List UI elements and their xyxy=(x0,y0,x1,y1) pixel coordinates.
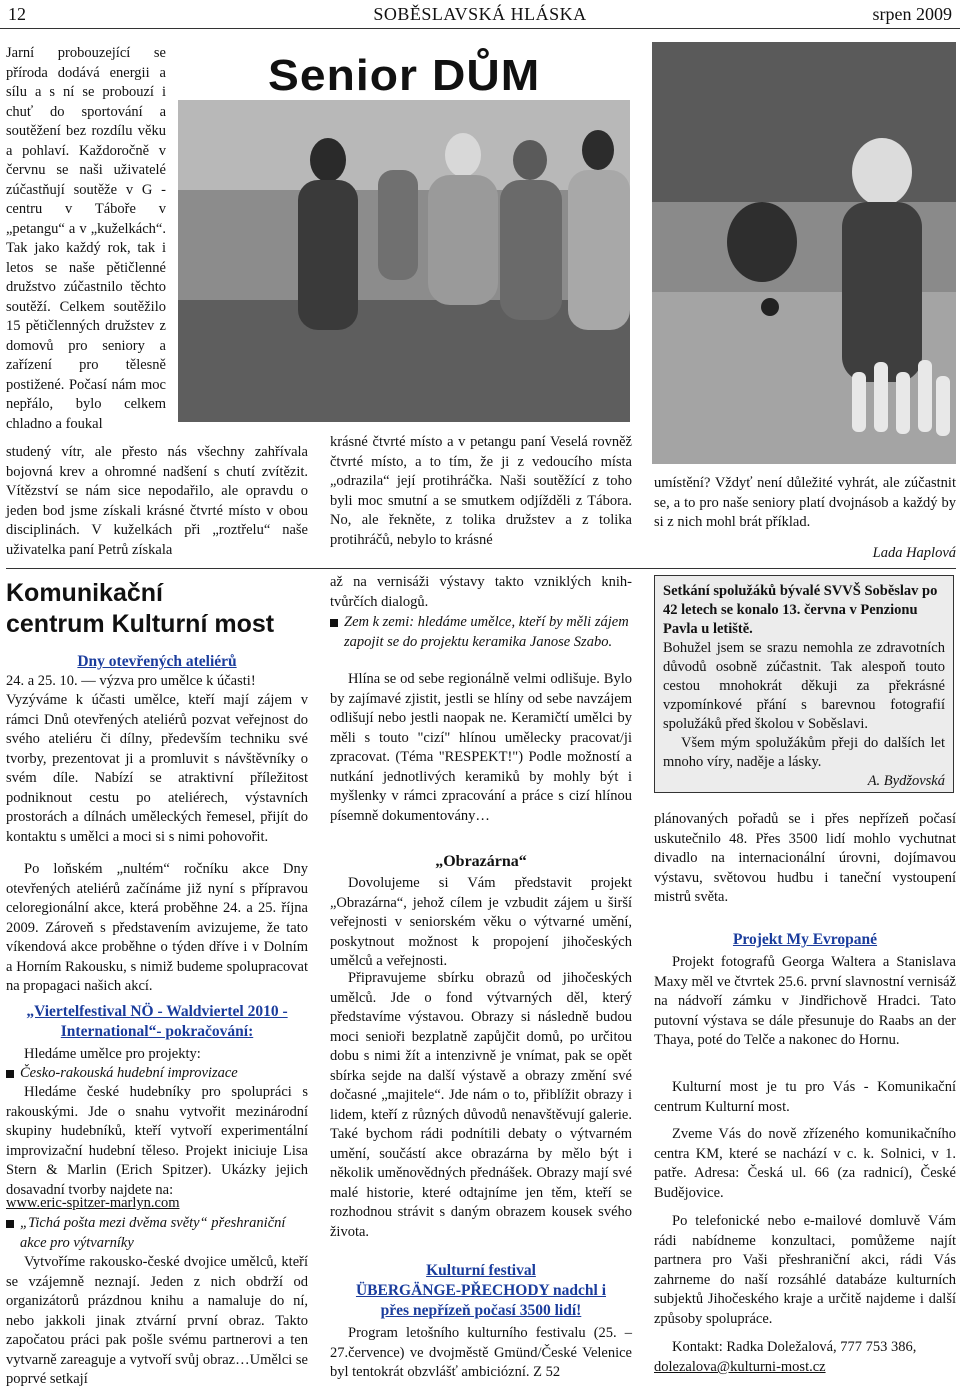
senior-article-text-2: studený vítr, ale přesto nás všechny zahřívala bojovná krev a ohromné nadšení s chutí zvítězit. Vítězství se nám sice nepodařilo, ale opravdu o jeden bod jsme získali krásné čtvrté místo v obou disciplinách. V kuželkách při „roztřelu“ naše uživatelka paní Petrů získala xyxy=(6,444,308,558)
bullet-silent-post xyxy=(6,1214,308,1253)
bullet-square-icon xyxy=(6,1220,14,1228)
bullet-earth-to-earth xyxy=(330,613,632,652)
clay-paragraph: Hlína se od sebe regionálně velmi odlišuje. Bylo by zajímavé zjistit, jestli se hlíny od sebe navzájem odlišují nebo jestli naopak ne. Keramičtí umělci by měli s touto "cizí" hlínou umělecky pracovat/ji zpracovat. (Téma "RESPEKT!") Podle možností a nutkání jednotlivých keramiků by mohly být i myšlenky v rámci zpracování a práce s cizí hlínou písemně dokumentovány… xyxy=(330,671,632,824)
consultation-paragraph: Po telefonické nebo e-mailové domluvě Vám rádi nabídneme konzultaci, pomůžeme najít partnera pro Vaši přeshraniční akci, rádi Vás zahrneme do naší rozsáhlé databáze kulturních subjektů Jihočeského kraje a určitě najdeme i další způsoby spolupráce. xyxy=(654,1213,956,1327)
bowling-pins-photo xyxy=(652,42,956,464)
classmates-reunion-box xyxy=(654,575,954,793)
bullet-music-improv xyxy=(6,1064,308,1084)
viertelfestival-lead: Hledáme umělce pro projekty: xyxy=(24,1046,201,1062)
kulturni-festival-line1: Kulturní festival xyxy=(426,1262,536,1279)
page-header xyxy=(8,2,952,28)
obrazarna-paragraph-2: Připravujeme sbírku obrazů od jihočeských umělců. Jde o fond výtvarných děl, který představíme výstavou. Obrazy si následně budou moci senioři bezplatně zapůjčit domů, po určitou dobu s nimi žít a intenzivně je vnímat, pak se opět sbírka sejde na další výstavě a obrazy změní své dočasné „majitele“. Jde nám o to, přiblížit obrazy i lidem, kteří z různých důvodů nenavštěvují galerie. Také bychom rádi podnítili debaty o výtvarném umění, součástí akce obrazárna by mělo být i několik uměnovědných přednášek. Obrazy mají své malé historie, které odtajníme jen těm, kteří se rozhodnou strávit s daným obrazem kousek svého života. xyxy=(330,970,632,1240)
bullet-earth-to-earth-label: Zem k zemi: hledáme umělce, kteří by měli zájem zapojit se do projektu keramika Janose Szabo. xyxy=(344,614,629,650)
contact-line: Kontakt: Radka Doležalová, 777 753 386, xyxy=(672,1339,917,1355)
kulturni-festival-heading xyxy=(330,1261,632,1321)
kulturni-most-paragraph: Kulturní most je tu pro Vás - Komunikační centrum Kulturní most. xyxy=(654,1079,956,1115)
kulturni-festival-paragraph: Program letošního kulturního festivalu (25. – 27.července) ve dvojměstě Gmünd/České Velenice byl tentokrát obzvlášť ambiciózní. Z 52 xyxy=(330,1325,632,1380)
middle-continuation: až na vernisáži výstavy takto vzniklých knih-tvůrčích dialogů. xyxy=(330,574,632,610)
senior-article-text-3: krásné čtvrté místo a v petangu paní Veselá rovněž čtvrté místo, a to tím, že ji z vedoucího místa „odrazila“ její protihráčka. Naši soutěžící z toho byli moc smutní a se smutkem odjížděli z Tábora. No, ale řekněte, z tolika družstev a z tolika protihráčů, nebylo to krásné xyxy=(330,434,632,548)
komunikacni-heading-line2: centrum Kulturní most xyxy=(6,610,275,638)
open-studios-dates: 24. a 25. 10. — výzva pro umělce k účasti! xyxy=(6,673,256,689)
my-evropane-heading: Projekt My Evropané xyxy=(732,931,878,948)
kulturni-festival-line3: přes nepřízeň počasí 3500 lidí! xyxy=(380,1302,582,1319)
silent-post-paragraph: Vytvoříme rakousko-české dvojice umělců, kteří se vzájemně neznají. Jeden z nich obdrží od organizátorů prázdnou knihu a namaluje do ní, nebo jakkoli jinak ztvární první obraz. Takto započatou práci pak pošle svému partnerovi a ten vytvarně zareaguje a vytvoří svůj obraz…Umělci se poprvé setkají xyxy=(6,1254,308,1387)
magazine-title: SOBĚSLAVSKÁ HLÁSKA xyxy=(373,4,587,24)
senior-dum-logo: Senior DŮM xyxy=(268,51,541,100)
header-rule xyxy=(0,28,960,29)
kulturni-festival-line2: ÜBERGÄNGE-PŘECHODY nadchl i xyxy=(355,1282,607,1299)
reunion-paragraph-1: Bohužel jsem se srazu nemohla ze zdravotních důvodů osobně zúčastnit. Tak alespoň touto cestou mnohokrát děkuji za překrásné vzpomínkové přání s barevnou fotografií spolužáků před školou v Soběslavi. xyxy=(663,640,945,732)
my-evropane-paragraph: Projekt fotografů Georga Waltera a Stanislava Maxy měl ve čtvrtek 25.6. první slavnostní vernisáž na nádvoří zámku v Jindřichově Hradci. Tato putovní výstava se dále přesunuje do Raabs an der Thaya, poté do Telče a nakonec do Hornu. xyxy=(654,954,956,1048)
contact-email-link[interactable]: dolezalova@kulturni-most.cz xyxy=(654,1359,826,1375)
spitzer-website-link[interactable]: www.eric-spitzer-marlyn.com xyxy=(6,1195,180,1211)
open-studios-heading: Dny otevřených ateliérů xyxy=(77,653,237,670)
viertelfestival-heading: „Viertelfestival NÖ - Waldviertel 2010 - International“- pokračování: xyxy=(26,1003,288,1040)
bullet-square-icon xyxy=(330,619,338,627)
issue-date: srpen 2009 xyxy=(872,4,952,24)
senior-article-text-4: umístění? Vždyť není důležité vyhrát, ale zúčastnit se, a to pro naše seniory platí dvojnásob a každý by si z nich mohl brát příklad. xyxy=(654,475,956,530)
bullet-silent-post-label: „Tichá pošta mezi dvěma světy“ přeshraniční akce pro výtvarníky xyxy=(20,1215,286,1251)
music-improv-paragraph: Hledáme české hudebníky pro spolupráci s rakouskými. Jde o snahu vytvořit mezinárodní skupiny hudebníků, kteří vytvoří experimentální improvizační hudební těleso. Projekt iniciuje Lisa Stern & Marlin (Erich Spitzer). Ukázky jejich dosavadní tvorby najdete na: xyxy=(6,1084,308,1198)
centrum-address-paragraph: Zveme Vás do nově zřízeného komunikačního centra KM, které se nachází v c. k. Solnici, v 1. patře. Adresa: Česká ul. 66 (za radnicí), České Budějovice. xyxy=(654,1126,956,1201)
obrazarna-paragraph-1: Dovolujeme si Vám představit projekt „Obrazárna“, jehož cílem je vzbudit zájem u širší veřejnosti v seniorském věku o výtvarné umění, poskytnout možnost k propojení jihočeských umělců a veřejnosti. xyxy=(330,875,632,969)
komunikacni-heading-line1: Komunikační xyxy=(6,579,163,607)
bowling-seniors-photo xyxy=(178,100,630,422)
bullet-music-improv-label: Česko-rakouská hudební improvizace xyxy=(20,1065,238,1081)
senior-article-text-1: Jarní probouzející se příroda dodává energii a sílu a s ní se probouzí i chuť do sportování a soutěžení bez rozdílu věku a pohlaví. Každoročně v červnu se naši uživatelé zúčastňují soutěže v G -centru v Táboře v „petangu“ a v „kuželkách“. Tak jako každý rok, tak i letos se naše pětičlenné družstvo zúčastnilo těchto soutěží. Celkem soutěžilo 15 pětičlenných družstev z domovů pro seniory a zařízení pro tělesně postižené. Počasí nám moc nepřálo, bylo celkem chladno a foukal xyxy=(6,45,166,432)
reunion-title: Setkání spolužáků bývalé SVVŠ Soběslav po 42 letech se konalo 13. června v Penzionu Pavla u letiště. xyxy=(663,583,938,637)
section-divider xyxy=(6,568,956,569)
senior-author: Lada Haplová xyxy=(872,545,956,561)
obrazarna-heading: „Obrazárna“ xyxy=(435,853,527,870)
komunikacni-heading xyxy=(6,578,308,640)
bullet-square-icon xyxy=(6,1070,14,1078)
open-studios-paragraph-1: Vyzýváme k účasti umělce, kteří mají zájem v rámci Dnů otevřených ateliérů pozvat veřejnost do svého ateliéru či dílny, především techniku své tvorby, prezentovat ji a promluvit s návštěvníky o svém díle. Nabízí se atraktivní příležitost podniknout cestu po ateliérech, výstavních prostorách a dílnách uměleckých řemesel, přijít do kontaktu s umělci a moci si s nimi pohovořit. xyxy=(6,692,308,845)
open-studios-paragraph-2: Po loňském „nultém“ ročníku akce Dny otevřených ateliérů začínáme již nyní s přípravou celoregionální akce, která proběhne 24. a 25. října 2009. Zároveň s představením avizujeme, že tato víkendová akce proběhne o týden dříve i v Dolním a Horním Rakousku, s nimiž budeme spolupracovat na propagaci našich akcí. xyxy=(6,861,308,994)
reunion-author: A. Bydžovská xyxy=(867,773,945,789)
festival-continuation: plánovaných pořadů se i přes nepřízeň počasí uskutečnilo 48. Přes 3500 lidí mohlo vychutnat divadlo na internacionální úrovni, dojímavou výstavu, světovou hudbu i taneční vystoupení mistrů světa. xyxy=(654,811,956,905)
page-number: 12 xyxy=(8,4,26,24)
reunion-paragraph-2: Všem mým spolužákům přeji do dalších let mnoho víry, naděje a lásky. xyxy=(663,735,945,770)
